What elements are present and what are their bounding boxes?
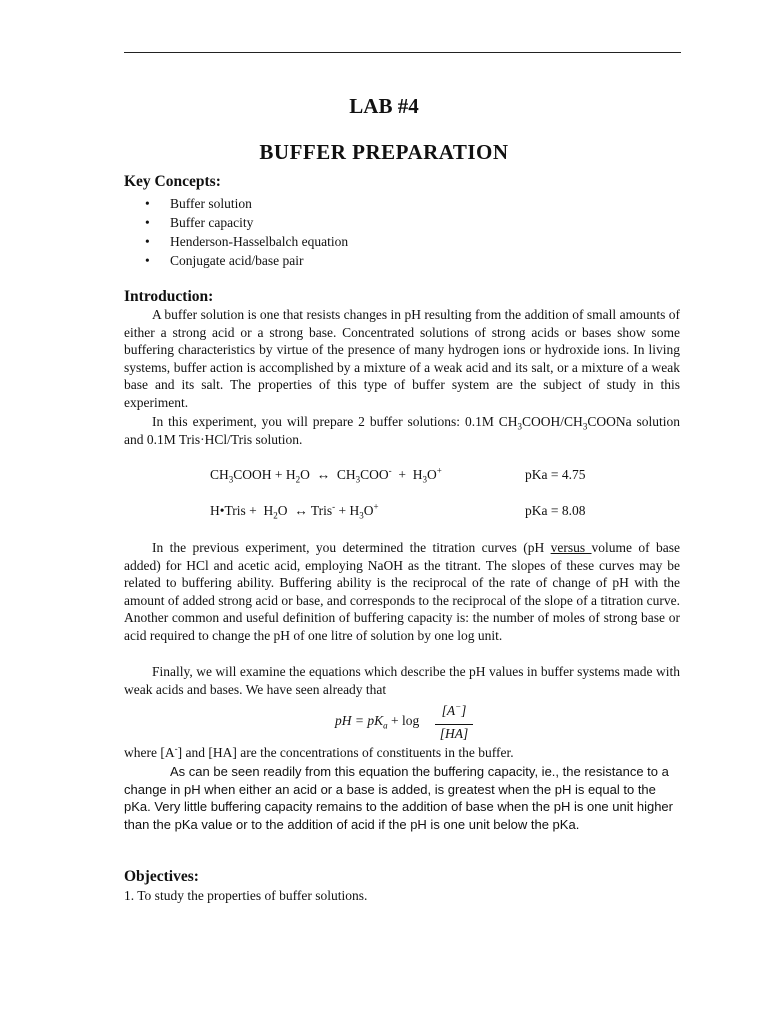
- objectives-heading: Objectives:: [124, 868, 199, 885]
- tris-pka: pKa = 8.08: [525, 503, 586, 518]
- intro-paragraph-6: As can be seen readily from this equation the buffering capacity, ie., the resistance to a change in pH when either an acid or a base is added, is greatest when the pH is equal to the pKa. Very little buffering capacity remains to the addition of base when the pH is one unit higher than the pKa value or to the addition of acid if the pH is one unit below the pKa.: [124, 764, 673, 832]
- intro-paragraph-1: A buffer solution is one that resists changes in pH resulting from the addition of small amounts of either a strong acid or a strong base. Concentrated solutions of strong acids or bases show some buffering characteristics by virtue of the presence of many hydrogen ions or hydroxide ions. In living systems, buffer action is accomplished by a mixture of a weak acid and its salt, or a mixture of a weak base and its salt. The properties of this type of buffer system are the subject of study in this experiment.: [124, 307, 680, 410]
- introduction-heading: Introduction:: [124, 288, 214, 305]
- intro-paragraph-5: where [A-] and [HA] are the concentrations of constituents in the buffer.: [124, 743, 514, 760]
- intro-paragraph-4: Finally, we will examine the equations which describe the pH values in buffer systems made with weak acids and bases. We have seen already that: [124, 664, 680, 697]
- list-item: • Buffer capacity: [124, 213, 348, 232]
- key-concepts-list: [124, 194, 348, 270]
- tris-equation: H•Tris + $H_2O$ ↔ Tris- + $H_3O^+$: [210, 501, 379, 521]
- objective-item-1: 1. To study the properties of buffer solutions.: [124, 888, 368, 903]
- lab-number: LAB #4: [349, 94, 419, 118]
- acetic-acid-pka: pKa = 4.75: [525, 467, 586, 482]
- top-rule: [124, 52, 681, 53]
- lab-title: BUFFER PREPARATION: [259, 140, 509, 164]
- list-item: • Henderson-Hasselbalch equation: [124, 232, 348, 251]
- list-item: • Buffer solution: [124, 194, 348, 213]
- intro-paragraph-3: In the previous experiment, you determined the titration curves (pH versus volume of base added) for HCl and acetic acid, employing NaOH as the titrant. The slopes of these curves may be related to buffering ability. Buffering ability is the reciprocal of the rate of change of pH with the amount of added strong acid or base, and corresponds to the reciprocal of the slope of a titration curve. Another common and useful definition of buffering capacity is: the number of moles of strong base or acid required to change the pH of one litre of solution by one log unit.: [124, 540, 681, 643]
- intro-paragraph-2: In this experiment, you will prepare 2 buffer solutions: 0.1M $CH_3COOH/CH_3COONa$ solution and 0.1M Tris·HCl/Tris solution.: [124, 414, 680, 447]
- list-item: • Conjugate acid/base pair: [124, 251, 348, 270]
- acetic-acid-equation: $CH_3COOH + H_2O$ ↔ $CH_3COO^- + H_3O^+$: [210, 465, 442, 485]
- key-concepts-heading: Key Concepts:: [124, 173, 221, 190]
- versus-underlined: versus: [550, 540, 592, 555]
